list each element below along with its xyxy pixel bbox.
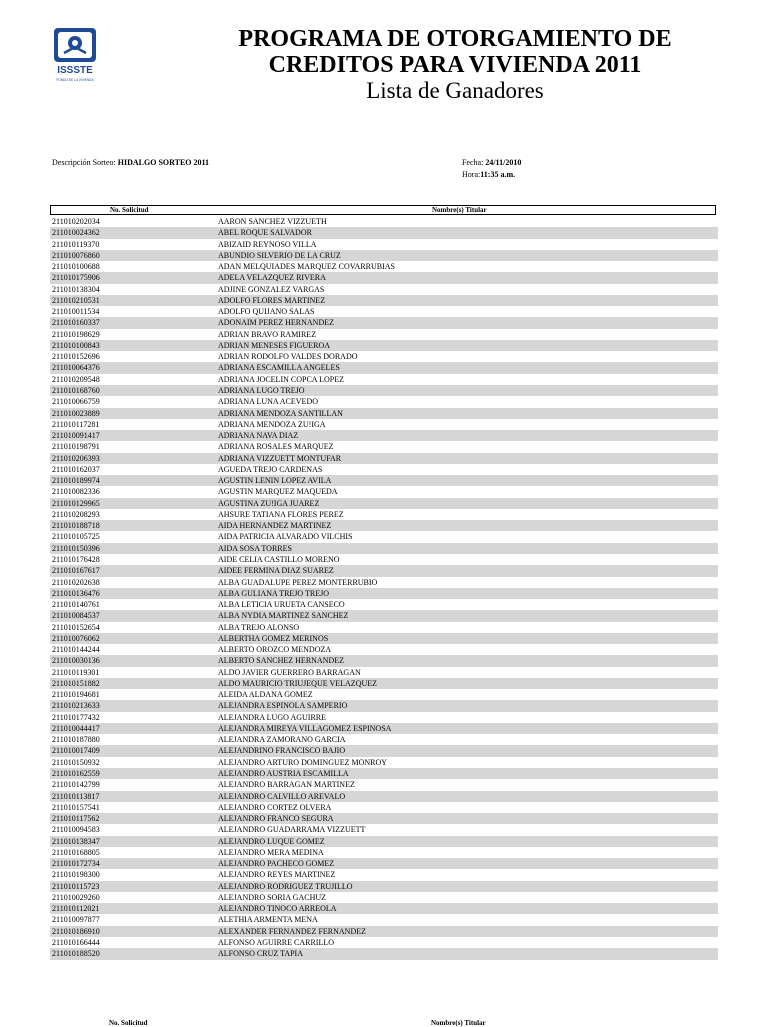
solicitud-number: 211010023889 xyxy=(52,408,100,418)
titular-name: ADRIANA MENDOZA ZU!IGA xyxy=(218,419,326,429)
titular-name: ALBA GULIANA TREJO TREJO xyxy=(218,588,330,598)
titular-name: ALEJANDRO BARRAGAN MARTINEZ xyxy=(218,780,355,790)
table-header xyxy=(50,205,716,215)
titular-name: ADRIANA LUGO TREJO xyxy=(218,385,305,395)
table-row xyxy=(50,937,718,948)
solicitud-number: 211010166444 xyxy=(52,938,100,947)
table-row xyxy=(50,396,718,407)
solicitud-number: 211010188718 xyxy=(52,521,100,531)
solicitud-number: 211010167617 xyxy=(52,566,100,576)
titular-name: ALEJANDRO ARTURO DOMINGUEZ MONROY xyxy=(218,757,388,767)
hora-label: Hora: xyxy=(462,170,481,179)
table-row xyxy=(50,239,718,250)
solicitud-number: 211010168805 xyxy=(52,847,100,857)
table-row xyxy=(50,791,718,802)
table-row xyxy=(50,374,718,385)
table-row xyxy=(50,881,718,892)
titular-name: ALEJANDRO RODRIGUEZ TRUJILLO xyxy=(218,881,353,891)
titular-name: ALETHIA ARMENTA MENA xyxy=(218,915,318,925)
table-row xyxy=(50,734,718,745)
solicitud-number: 211010030136 xyxy=(52,656,100,666)
table-row xyxy=(50,723,718,734)
solicitud-number: 211010213633 xyxy=(52,701,100,711)
table-row xyxy=(50,351,718,362)
solicitud-number: 211010202034 xyxy=(52,217,100,226)
table-row xyxy=(50,362,718,373)
solicitud-number: 211010144244 xyxy=(52,645,100,655)
table-row xyxy=(50,926,718,937)
solicitud-number: 211010119301 xyxy=(52,667,100,677)
solicitud-number: 211010175906 xyxy=(52,273,100,283)
table-row xyxy=(50,306,718,317)
solicitud-number: 211010084537 xyxy=(52,611,100,621)
solicitud-number: 211010076062 xyxy=(52,633,100,643)
titular-name: ABEL ROQUE SALVADOR xyxy=(218,228,312,238)
titular-name: ADOLFO FLORES MARTINEZ xyxy=(218,295,326,305)
table-row xyxy=(50,644,718,655)
solicitud-number: 211010105725 xyxy=(52,532,100,542)
solicitud-number: 211010138347 xyxy=(52,836,100,846)
table-row xyxy=(50,622,718,633)
table-row xyxy=(50,216,718,227)
table-row xyxy=(50,531,718,542)
solicitud-number: 211010202638 xyxy=(52,577,100,587)
titular-name: ALBA LETICIA URUETA CANSECO xyxy=(218,600,345,610)
solicitud-number: 211010198791 xyxy=(52,442,100,452)
table-row xyxy=(50,757,718,768)
titular-name: ALEJANDRA LUGO AGUIRRE xyxy=(218,712,326,722)
solicitud-number: 211010011534 xyxy=(52,307,100,317)
table-row xyxy=(50,272,718,283)
table-row xyxy=(50,486,718,497)
titular-name: ALEJANDRO FRANCO SEGURA xyxy=(218,814,334,824)
sorteo-label: Descripción Sorteo: xyxy=(52,158,116,167)
titular-name: ADOLFO QUIJANO SALAS xyxy=(218,307,315,317)
table-row xyxy=(50,430,718,441)
solicitud-number: 211010066759 xyxy=(52,397,100,407)
solicitud-number: 211010151882 xyxy=(52,678,100,688)
table-row xyxy=(50,858,718,869)
titular-name: AIDEE FERMINA DIAZ SUAREZ xyxy=(218,566,334,576)
titular-name: AHSURE TATIANA FLORES PEREZ xyxy=(218,509,344,519)
table-row xyxy=(50,914,718,925)
table-row xyxy=(50,700,718,711)
sorteo-value: HIDALGO SORTEO 2011 xyxy=(117,158,210,167)
solicitud-number: 211010186910 xyxy=(52,926,100,936)
titular-name: ADRIAN BRAVO RAMIREZ xyxy=(218,329,317,339)
solicitud-number: 211010188520 xyxy=(52,949,100,959)
table-row xyxy=(50,261,718,272)
table-row xyxy=(50,554,718,565)
titular-name: AGUSTINA ZU!IGA JUAREZ xyxy=(218,498,320,508)
solicitud-number: 211010117562 xyxy=(52,814,100,824)
solicitud-number: 211010150396 xyxy=(52,543,100,553)
titular-name: ADRIANA ROSALES MARQUEZ xyxy=(218,442,334,452)
titular-name: ALEJANDRO GUADARRAMA VIZZUETT xyxy=(218,825,366,835)
titular-name: ALBA NYDIA MARTINEZ SANCHEZ xyxy=(218,611,349,621)
titular-name: ALEIDA ALDANA GOMEZ xyxy=(218,690,313,700)
logo-text: ISSSTE xyxy=(57,65,93,76)
titular-name: ALEJANDRO PACHECO GOMEZ xyxy=(218,859,335,869)
table-row xyxy=(50,588,718,599)
solicitud-number: 211010029260 xyxy=(52,892,100,902)
titular-name: AIDA SOSA TORRES xyxy=(218,543,292,553)
titular-name: ALEJANDRINO FRANCISCO BAJIO xyxy=(218,746,346,756)
titular-name: ALEXANDER FERNANDEZ FERNANDEZ xyxy=(218,926,366,936)
table-row xyxy=(50,689,718,700)
page-title-line2: CREDITOS PARA VIVIENDA 2011 xyxy=(268,52,642,78)
table-row xyxy=(50,509,718,520)
solicitud-number: 211010115723 xyxy=(52,881,100,891)
titular-name: ALEJANDRO AUSTRIA ESCAMILLA xyxy=(218,769,349,779)
solicitud-number: 211010187880 xyxy=(52,735,100,745)
titular-name: ADJINE GONZALEZ VARGAS xyxy=(218,284,325,294)
titular-name: AIDE CELIA CASTILLO MORENO xyxy=(218,554,340,564)
solicitud-number: 211010091417 xyxy=(52,431,100,441)
titular-name: ALFONSO AGUIRRE CARRILLO xyxy=(218,938,335,947)
winners-table xyxy=(50,216,718,960)
titular-name: ALEJANDRA ZAMORANO GARCIA xyxy=(218,735,346,745)
table-row xyxy=(50,667,718,678)
sorteo-description xyxy=(52,158,209,168)
solicitud-number: 211010150932 xyxy=(52,757,100,767)
titular-name: ADRIAN MENESES FIGUEROA xyxy=(218,340,331,350)
titular-name: ADRIANA LUNA ACEVEDO xyxy=(218,397,318,407)
solicitud-number: 211010064376 xyxy=(52,363,100,373)
table-row xyxy=(50,768,718,779)
table-row xyxy=(50,385,718,396)
titular-name: ADRIAN RODOLFO VALDES DORADO xyxy=(218,352,358,362)
footer-column-solicitud: No. Solicitud xyxy=(109,1019,148,1027)
table-row xyxy=(50,295,718,306)
table-row xyxy=(50,250,718,261)
table-row xyxy=(50,520,718,531)
solicitud-number: 211010142799 xyxy=(52,780,100,790)
titular-name: ALEJANDRO TINOCO ARREOLA xyxy=(218,904,337,914)
table-row xyxy=(50,847,718,858)
titular-name: ADRIANA JOCELIN COPCA LOPEZ xyxy=(218,374,345,384)
table-row xyxy=(50,903,718,914)
solicitud-number: 211010100688 xyxy=(52,262,100,272)
solicitud-number: 211010189974 xyxy=(52,476,100,486)
solicitud-number: 211010113817 xyxy=(52,791,100,801)
titular-name: ALBERTO OROZCO MENDOZA xyxy=(218,645,332,655)
column-header-nombre: Nombre(s) Titular xyxy=(432,206,487,214)
table-row xyxy=(50,543,718,554)
solicitud-number: 211010097877 xyxy=(52,915,100,925)
solicitud-number: 211010168760 xyxy=(52,385,100,395)
titular-name: ADRIANA VIZZUETT MONTUFAR xyxy=(218,453,342,463)
titular-name: ALEJANDRO REYES MARTINEZ xyxy=(218,870,336,880)
table-row xyxy=(50,227,718,238)
titular-name: ABIZAID REYNOSO VILLA xyxy=(218,239,317,249)
solicitud-number: 211010162037 xyxy=(52,464,100,474)
solicitud-number: 211010208293 xyxy=(52,509,100,519)
table-row xyxy=(50,813,718,824)
titular-name: AIDA HERNANDEZ MARTINEZ xyxy=(218,521,332,531)
table-row xyxy=(50,475,718,486)
table-row xyxy=(50,340,718,351)
table-row xyxy=(50,453,718,464)
solicitud-number: 211010136476 xyxy=(52,588,100,598)
titular-name: ALEJANDRO LUQUE GOMEZ xyxy=(218,836,325,846)
titular-name: ALEJANDRO MERA MEDINA xyxy=(218,847,324,857)
titular-name: ALBA GUADALUPE PEREZ MONTERRUBIO xyxy=(218,577,378,587)
titular-name: AGUEDA TREJO CARDENAS xyxy=(218,464,323,474)
fecha-line xyxy=(462,158,521,168)
titular-name: ADONAIM PEREZ HERNANDEZ xyxy=(218,318,334,328)
footer-column-nombre: Nombre(s) Titular xyxy=(431,1019,486,1027)
table-row xyxy=(50,464,718,475)
table-row xyxy=(50,869,718,880)
table-row xyxy=(50,317,718,328)
titular-name: ADAN MELQUIADES MARQUEZ COVARRUBIAS xyxy=(218,262,395,272)
table-row xyxy=(50,577,718,588)
solicitud-number: 211010129965 xyxy=(52,498,100,508)
titular-name: ALFONSO CRUZ TAPIA xyxy=(218,949,303,959)
titular-name: ALEJANDRO CALVILLO AREVALO xyxy=(218,791,346,801)
solicitud-number: 211010177432 xyxy=(52,712,100,722)
solicitud-number: 211010100843 xyxy=(52,340,100,350)
titular-name: ALEJANDRO CORTEZ OLVERA xyxy=(218,802,332,812)
issste-logo-icon xyxy=(52,27,98,87)
solicitud-number: 211010209548 xyxy=(52,374,100,384)
table-row xyxy=(50,836,718,847)
table-row xyxy=(50,948,718,959)
titular-name: ADRIANA MENDOZA SANTILLAN xyxy=(218,408,343,418)
titular-name: ALEJANDRO SORIA GACHUZ xyxy=(218,892,327,902)
table-row xyxy=(50,655,718,666)
table-row xyxy=(50,329,718,340)
logo-subtext: FONDO DE LA VIVIENDA xyxy=(56,78,94,82)
solicitud-number: 211010198629 xyxy=(52,329,100,339)
table-row xyxy=(50,712,718,723)
solicitud-number: 211010119370 xyxy=(52,239,100,249)
solicitud-number: 211010160337 xyxy=(52,318,100,328)
titular-name: ALBA TREJO ALONSO xyxy=(218,622,300,632)
table-row xyxy=(50,419,718,430)
fecha-label: Fecha: xyxy=(462,158,484,167)
solicitud-number: 211010112021 xyxy=(52,904,100,914)
table-row xyxy=(50,892,718,903)
hora-value: 11:35 a.m. xyxy=(480,170,516,179)
solicitud-number: 211010094583 xyxy=(52,825,100,835)
solicitud-number: 211010152696 xyxy=(52,352,100,362)
titular-name: AGUSTIN LENIN LOPEZ AVILA xyxy=(218,476,332,486)
titular-name: ALDO JAVIER GUERRERO BARRAGAN xyxy=(218,667,361,677)
solicitud-number: 211010157541 xyxy=(52,802,100,812)
table-row xyxy=(50,678,718,689)
titular-name: AIDA PATRICIA ALVARADO VILCHIS xyxy=(218,532,353,542)
solicitud-number: 211010194681 xyxy=(52,690,100,700)
table-row xyxy=(50,745,718,756)
solicitud-number: 211010140761 xyxy=(52,600,100,610)
solicitud-number: 211010172734 xyxy=(52,859,100,869)
table-row xyxy=(50,633,718,644)
solicitud-number: 211010210531 xyxy=(52,295,100,305)
solicitud-number: 211010024362 xyxy=(52,228,100,238)
table-row xyxy=(50,284,718,295)
solicitud-number: 211010152654 xyxy=(52,622,100,632)
solicitud-number: 211010017409 xyxy=(52,746,100,756)
titular-name: ALDO MAURICIO TRIUJEQUE VELAZQUEZ xyxy=(218,678,378,688)
table-row xyxy=(50,802,718,813)
titular-name: AGUSTIN MARQUEZ MAQUEDA xyxy=(218,487,338,497)
titular-name: AARON SANCHEZ VIZZUETH xyxy=(218,217,327,226)
page-subtitle: Lista de Ganadores xyxy=(366,78,544,103)
solicitud-number: 211010044417 xyxy=(52,723,100,733)
titular-name: ALBERTO SANCHEZ HERNANDEZ xyxy=(218,656,345,666)
page-title-line1: PROGRAMA DE OTORGAMIENTO DE xyxy=(238,26,672,52)
table-row xyxy=(50,610,718,621)
titular-name: ALBERTHA GOMEZ MERINOS xyxy=(218,633,329,643)
table-row xyxy=(50,441,718,452)
column-header-solicitud: No. Solicitud xyxy=(110,206,149,214)
table-row xyxy=(50,498,718,509)
solicitud-number: 211010082336 xyxy=(52,487,100,497)
solicitud-number: 211010117281 xyxy=(52,419,100,429)
titular-name: ALEJANDRA ESPINOLA SAMPERIO xyxy=(218,701,348,711)
solicitud-number: 211010162559 xyxy=(52,769,100,779)
titular-name: ADRIANA NAVA DIAZ xyxy=(218,431,299,441)
solicitud-number: 211010138304 xyxy=(52,284,100,294)
hora-line xyxy=(462,170,515,180)
solicitud-number: 211010198300 xyxy=(52,870,100,880)
table-row xyxy=(50,599,718,610)
table-row xyxy=(50,408,718,419)
titular-name: ALEJANDRA MIREYA VILLAGOMEZ ESPINOSA xyxy=(218,723,392,733)
solicitud-number: 211010176428 xyxy=(52,554,100,564)
solicitud-number: 211010206393 xyxy=(52,453,100,463)
table-row xyxy=(50,824,718,835)
fecha-value: 24/11/2010 xyxy=(485,158,522,167)
titular-name: ADRIANA ESCAMILLA ANGELES xyxy=(218,363,340,373)
solicitud-number: 211010076860 xyxy=(52,250,100,260)
titular-name: ADELA VELAZQUEZ RIVERA xyxy=(218,273,326,283)
titular-name: ABUNDIO SILVERIO DE LA CRUZ xyxy=(218,250,341,260)
table-row xyxy=(50,565,718,576)
issste-logo xyxy=(52,27,98,87)
table-row xyxy=(50,779,718,790)
